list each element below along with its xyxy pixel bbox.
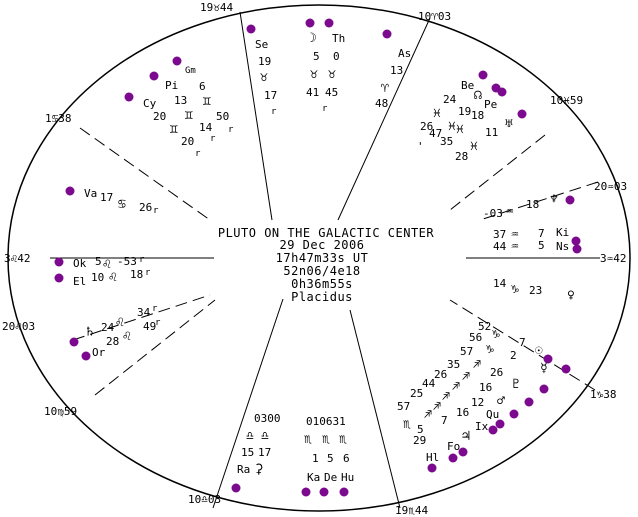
ceres-label: ⚳ (254, 462, 264, 477)
chart-title: PLUTO ON THE GALACTIC CENTER (217, 226, 435, 240)
planet-dot (302, 488, 311, 497)
planet-dot (82, 352, 91, 361)
qu-label: Qu (486, 408, 500, 421)
uranus-degree: 11 (485, 126, 499, 139)
cusp-label: 10♓59 (550, 94, 584, 107)
gm-sign: ♊ (203, 94, 211, 109)
th-retro: r (322, 104, 328, 114)
cusp-label: 3♌42 (4, 252, 31, 265)
be-sign: ♓ (433, 106, 441, 121)
chart-location: 52n06/4e18 (283, 264, 361, 278)
el-sign: ♌ (109, 270, 117, 285)
ce-degree: 17 (258, 446, 272, 459)
planet-dot (572, 237, 581, 246)
pluto-label: ♇ (512, 377, 520, 392)
as-sign: ♈ (381, 81, 389, 96)
cusp-label: 19♉44 (200, 1, 234, 14)
ki-degree: 7 (538, 227, 545, 240)
pi-degree: 13 (174, 94, 188, 107)
cusp-label: 20♌03 (2, 320, 36, 333)
se-label: Se (255, 38, 269, 51)
as-minute: 48 (375, 97, 389, 110)
gm-minute: 50 (216, 110, 230, 123)
cy-degree: 20 (153, 110, 167, 123)
el-retro: r (145, 268, 151, 278)
venus-sign: ♑ (511, 282, 519, 297)
saturn-label: ♄ (86, 325, 94, 340)
point-cy (143, 97, 201, 159)
jupiter-sign: ♐ (433, 399, 441, 414)
de-sign: ♏ (322, 432, 330, 447)
point-ns (493, 239, 569, 254)
th-minute: 45 (325, 86, 339, 99)
ok-label: Ok (73, 257, 87, 270)
pi-minute: 14 (199, 121, 213, 134)
planet-dot (66, 187, 75, 196)
be-label: Be (461, 79, 475, 92)
chart-sidereal: 0h36m55s (291, 277, 353, 291)
th-label: Th (332, 32, 346, 45)
ok-minute: -53 (117, 255, 137, 268)
pi-retro: r (210, 134, 216, 144)
planet-dot (55, 274, 64, 283)
point-neptune (483, 192, 558, 220)
qu-degree: 12 (471, 396, 485, 409)
cusp-label: 20♒03 (594, 180, 628, 193)
jupiter-minute: 25 (410, 387, 424, 400)
planet-dot (232, 484, 241, 493)
gm-degree: 6 (199, 80, 206, 93)
as-degree: 13 (390, 64, 404, 77)
ki-sign: ♒ (511, 227, 519, 242)
va-retro: r (153, 206, 159, 216)
planet-dot (125, 93, 134, 102)
point-va (84, 187, 159, 216)
ns-label: Ns (556, 240, 570, 253)
ra-degree: 15 (241, 446, 255, 459)
ra-label: Ra (237, 463, 251, 476)
pe-sign: ♓ (456, 122, 464, 137)
ns-sign: ♒ (511, 239, 519, 254)
be-degree-2: 26 (420, 120, 434, 133)
qu-minute: 26 (434, 368, 448, 381)
cusp-label: 1♑38 (590, 388, 617, 401)
cusp-label: 3♒42 (600, 252, 627, 265)
planet-dot (498, 88, 507, 97)
se-sign: ♉ (260, 70, 268, 85)
uranus-sign: ♓ (470, 139, 478, 154)
pi-label: Pi (165, 79, 179, 92)
el-label: El (73, 275, 87, 288)
ra-sign: ♎ (246, 429, 254, 444)
planet-dot (525, 398, 534, 407)
planet-dot (55, 258, 64, 267)
ok-retro: r (139, 255, 145, 265)
mercury-degree: 2 (510, 349, 517, 362)
jupiter-label: ♃ (462, 429, 470, 444)
mercury-sign: ♑ (486, 342, 494, 357)
chart-date: 29 Dec 2006 (279, 238, 365, 252)
de-degree: 5 (327, 452, 334, 465)
moon-degree: 5 (313, 50, 320, 63)
cusp-label: 10♎03 (188, 493, 222, 506)
saturn-sign: ♌ (116, 315, 124, 330)
el-degree: 10 (91, 271, 105, 284)
planet-dot (320, 488, 329, 497)
or-minute: 49 (143, 320, 157, 333)
se-degree: 19 (258, 55, 272, 68)
planet-dot (173, 57, 182, 66)
fo-sign: ♐ (424, 407, 432, 422)
ka-sign: ♏ (304, 432, 312, 447)
uranus-label: ♅ (505, 117, 513, 132)
fo-label: Fo (447, 440, 461, 453)
th-degree: 0 (333, 50, 340, 63)
saturn-retro: r (152, 304, 158, 314)
sun-minute: 52 (478, 320, 492, 333)
cusp-label: 10♍59 (44, 405, 78, 418)
ki-minute: 37 (493, 228, 507, 241)
fo-degree: 5 (417, 423, 424, 436)
ce-sign: ♎ (261, 429, 269, 444)
ix-sign: ♐ (442, 389, 450, 404)
as-label: As (398, 47, 412, 60)
pi-sign: ♊ (185, 108, 193, 123)
or-retro: r (155, 318, 161, 328)
moon-minute: 41 (306, 86, 320, 99)
moon-label: ☽ (309, 31, 317, 46)
venus-minute: 14 (493, 277, 507, 290)
sun-sign: ♑ (492, 327, 500, 342)
cusp-label: 10♈03 (418, 10, 452, 23)
sun-degree: 7 (519, 336, 526, 349)
planet-dot (150, 72, 159, 81)
planet-dot (70, 338, 79, 347)
pluto-minute: 57 (460, 345, 474, 358)
hl-sign: ♏ (403, 417, 411, 432)
hl-label: Hl (426, 451, 440, 464)
chart-house-system: Placidus (291, 290, 353, 304)
cusp-label: 1♋38 (45, 112, 72, 125)
sun-label: ☉ (535, 343, 543, 358)
be-minute: 47 (429, 127, 443, 140)
va-sign: ♋ (118, 197, 126, 212)
pluto-sign: ♐ (473, 357, 481, 372)
hu-label: Hu (341, 471, 355, 484)
planet-dot (306, 19, 315, 28)
neptune-minute: -03 (483, 207, 503, 220)
planet-dot (479, 71, 488, 80)
point-el (73, 268, 151, 288)
mars-degree: 16 (479, 381, 493, 394)
gm-label: Gm (185, 66, 196, 76)
planet-dot (562, 365, 571, 374)
cusp-label: 19♏44 (395, 504, 429, 517)
mars-label: ♂ (497, 394, 505, 409)
se-minute: 17 (264, 89, 278, 102)
hl-degree: 29 (413, 434, 427, 447)
neptune-label: ♆ (550, 192, 558, 207)
neptune-degree: 18 (526, 198, 540, 211)
pe-degree: 18 (471, 109, 485, 122)
qu-sign: ♐ (452, 379, 460, 394)
uranus-minute: 28 (455, 150, 469, 163)
ns-degree: 5 (538, 239, 545, 252)
el-minute: 18 (130, 268, 144, 281)
ix-minute: 44 (422, 377, 436, 390)
planet-dot (383, 30, 392, 39)
point-moon (306, 31, 320, 99)
chart-time: 17h47m33s UT (275, 251, 369, 265)
point-venus (493, 277, 575, 303)
mars-minute: 35 (447, 358, 461, 371)
point-th (322, 32, 345, 114)
planet-dot (428, 464, 437, 473)
venus-label: ♀ (567, 288, 575, 303)
saturn-degree: 24 (101, 321, 115, 334)
center-info (218, 226, 435, 304)
fo-minute: 57 (397, 400, 411, 413)
planet-dot (325, 19, 334, 28)
ra-ce-minutes: 0300 (254, 412, 281, 425)
planet-dot (247, 25, 256, 34)
cy-retro: r (195, 149, 201, 159)
hu-sign: ♏ (339, 432, 347, 447)
gm-retro: r (228, 125, 234, 135)
ok-degree: 5 (95, 255, 102, 268)
planet-dot (510, 410, 519, 419)
planet-dot (573, 245, 582, 254)
mercury-minute: 56 (469, 331, 483, 344)
venus-degree: 23 (529, 284, 543, 297)
ok-sign: ♌ (103, 257, 111, 272)
ka-label: Ka (307, 471, 321, 484)
va-label: Va (84, 187, 98, 200)
node-sign: ♓ (448, 119, 456, 134)
kdh-minutes: 010631 (306, 415, 346, 428)
va-minute: 26 (139, 201, 153, 214)
va-degree: 17 (100, 191, 114, 204)
planet-dot (489, 426, 498, 435)
planet-dot (340, 488, 349, 497)
pe-label: Pe (484, 98, 498, 111)
be-degree: 24 (443, 93, 457, 106)
moon-sign: ♉ (310, 67, 318, 82)
planet-dot (566, 196, 575, 205)
point-ra-ceres (237, 412, 281, 477)
de-label: De (324, 471, 338, 484)
or-degree: 28 (106, 335, 120, 348)
node-degree: 19 (458, 105, 472, 118)
cy-sign: ♊ (170, 122, 178, 137)
mars-sign: ♐ (462, 369, 470, 384)
or-label: Or (92, 346, 106, 359)
saturn-minute: 34 (137, 306, 151, 319)
ka-degree: 1 (312, 452, 319, 465)
node-minute: 35 (440, 135, 454, 148)
uranus-dot: ' (417, 140, 424, 153)
cy-minute: 20 (181, 135, 195, 148)
point-se (255, 38, 277, 117)
pluto-degree: 26 (490, 366, 504, 379)
planet-dot (449, 454, 458, 463)
ix-label: Ix (475, 420, 489, 433)
jupiter-degree: 7 (441, 414, 448, 427)
ns-minute: 44 (493, 240, 507, 253)
mercury-label: ☿ (540, 361, 548, 376)
neptune-sign: ♒ (506, 204, 514, 219)
planet-dot (540, 385, 549, 394)
or-sign: ♌ (123, 329, 131, 344)
point-ka-de-hu (304, 415, 354, 484)
cy-label: Cy (143, 97, 157, 110)
se-retro: r (271, 107, 277, 117)
node-label: ☊ (474, 88, 482, 103)
th-sign: ♉ (328, 67, 336, 82)
ki-label: Ki (556, 226, 570, 239)
hu-degree: 6 (343, 452, 350, 465)
ix-degree: 16 (456, 406, 470, 419)
planet-dot (518, 110, 527, 119)
point-as (375, 47, 411, 110)
